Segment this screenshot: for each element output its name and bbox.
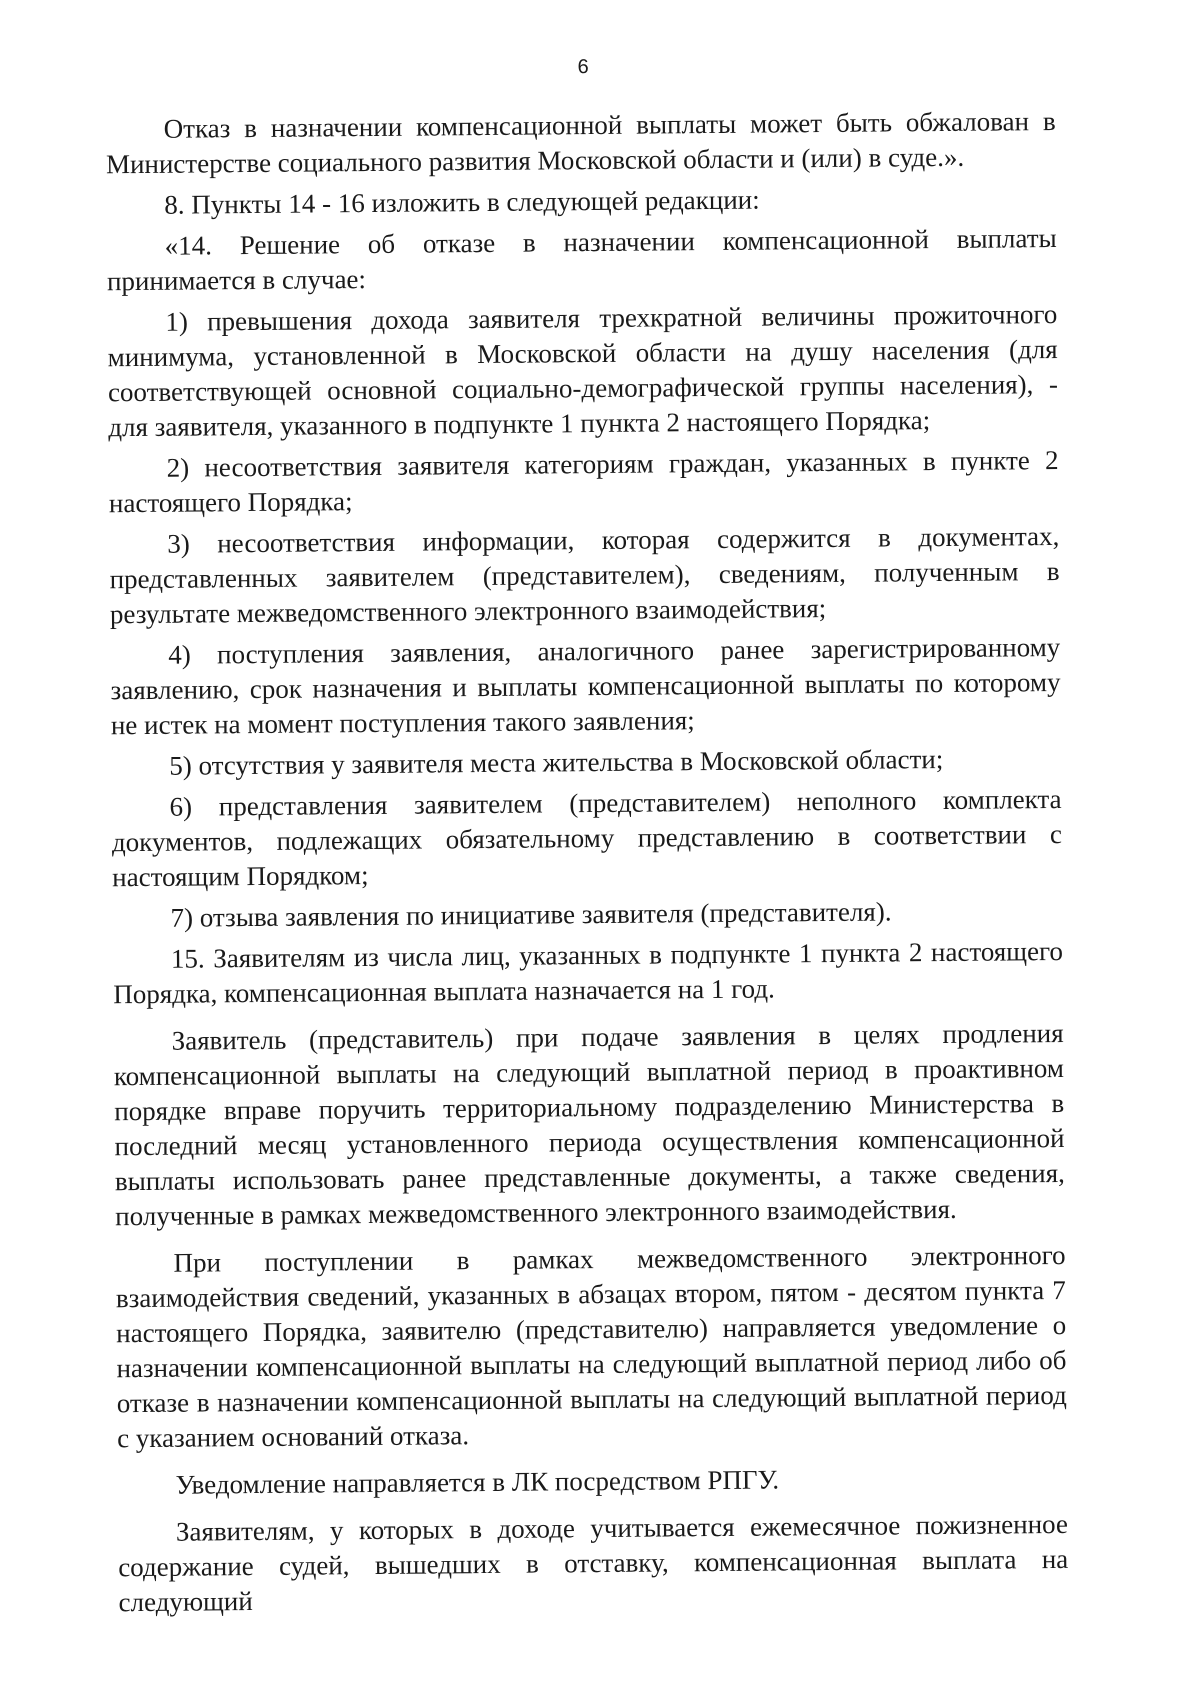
list-item-2: 2) несоответствия заявителя категориям граждан, указанных в пункте 2 настоящего Порядка;	[108, 444, 1059, 519]
list-item-3: 3) несоответствия информации, которая содержится в документах, представленных заявителем (представителем), сведениям, полученным в результате межведомственного электронного взаимодействия;	[109, 520, 1060, 630]
list-item-1: 1) превышения дохода заявителя трехкратной величины прожиточного минимума, установленной в Московской области на душу населения (для соответствующей основной социально-демографической группы населения), - для заявителя, указанного в подпункте 1 пункта 2 настоящего Порядка;	[107, 298, 1059, 443]
document-body	[106, 104, 1069, 1626]
page-number: 6	[577, 56, 589, 79]
paragraph-clause-14: «14. Решение об отказе в назначении компенсационной выплаты принимается в случае:	[106, 222, 1057, 297]
list-item-6: 6) представления заявителем (представителем) неполного комплекта документов, подлежащих обязательному представлению в соответствии с настоящим Порядком;	[111, 783, 1063, 893]
paragraph-proactive-renewal: Заявитель (представитель) при подаче заявления в целях продления компенсационной выплаты на следующий выплатной период в проактивном порядке вправе поручить территориальному подразделению Министерства в последний месяц установленного периода осуществления компенсационной выплаты использовать ранее представленные документы, а также сведения, полученные в рамках межведомственного электронного взаимодействия.	[113, 1017, 1065, 1232]
list-item-5: 5) отсутствия у заявителя места жительства в Московской области;	[169, 744, 944, 781]
list-item-7: 7) отзыва заявления по инициативе заявителя (представителя).	[170, 896, 892, 933]
paragraph-clause-15: 15. Заявителям из числа лиц, указанных в подпункте 1 пункта 2 настоящего Порядка, компенсационная выплата назначается на 1 год.	[113, 935, 1064, 1010]
paragraph-judges-allowance: Заявителям, у которых в доходе учитывается ежемесячное пожизненное содержание судей, вышедших в отставку, компенсационная выплата на следующий	[118, 1508, 1069, 1618]
paragraph-notification-channel: Уведомление направляется в ЛК посредством РПГУ.	[175, 1464, 780, 1500]
paragraph-appeal: Отказ в назначении компенсационной выплаты может быть обжалован в Министерстве социального развития Московской области и (или) в суде.».	[105, 105, 1056, 180]
list-item-4: 4) поступления заявления, аналогичного ранее зарегистрированному заявлению, срок назначения и выплаты компенсационной выплаты по которому не истек на момент поступления такого заявления;	[110, 631, 1061, 741]
paragraph-notification-conditions: При поступлении в рамках межведомственного электронного взаимодействия сведений, указанных в абзацах втором, пятом - десятом пункта 7 настоящего Порядка, заявителю (представителю) направляется уведомление о назначении компенсационной выплаты на следующий выплатной период либо об отказе в назначении компенсационной выплаты на следующий выплатной период с указанием оснований отказа.	[115, 1239, 1067, 1454]
paragraph-item-8: 8. Пункты 14 - 16 изложить в следующей редакции:	[164, 184, 760, 220]
